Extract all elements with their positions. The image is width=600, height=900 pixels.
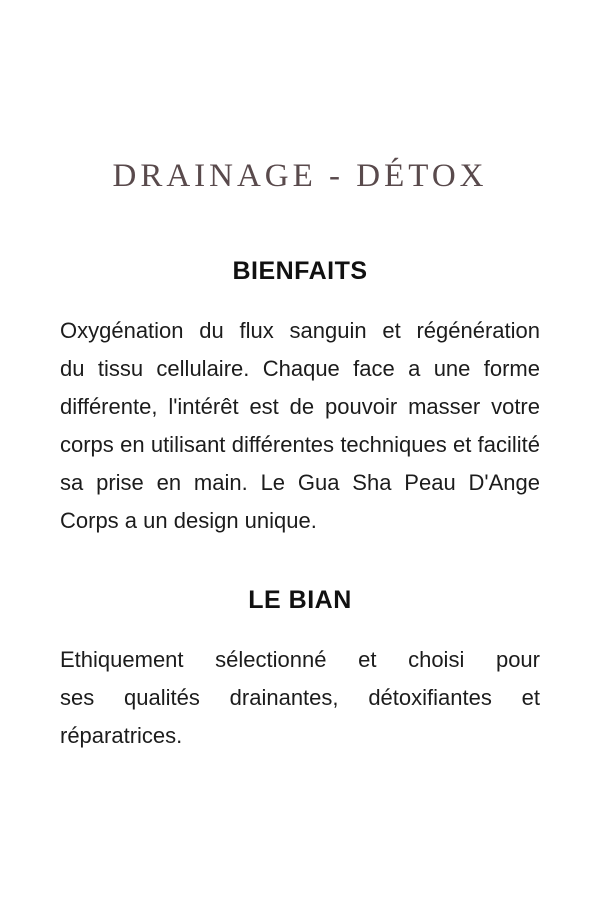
body-text-line: Corps a un design unique.: [60, 508, 317, 533]
body-text-line: sa prise en main. Le Gua Sha Peau D'Ange: [60, 470, 540, 495]
section-body-bienfaits: [60, 312, 540, 540]
section-body-le-bian: [60, 641, 540, 755]
body-text-line: différente, l'intérêt est de pouvoir masser votre: [60, 394, 540, 419]
page-title: DRAINAGE - DÉTOX: [112, 158, 488, 194]
body-text-line: ses qualités drainantes, détoxifiantes et: [60, 685, 540, 710]
body-text-line: réparatrices.: [60, 723, 183, 748]
section-heading-le-bian: LE BIAN: [248, 586, 352, 614]
body-text-line: du tissu cellulaire. Chaque face a une forme: [60, 356, 540, 381]
section-heading-bienfaits: BIENFAITS: [232, 257, 368, 285]
body-text-line: corps en utilisant différentes techniques et facilité: [60, 432, 540, 457]
body-text-line: Oxygénation du flux sanguin et régénération: [60, 318, 540, 343]
body-text-line: Ethiquement sélectionné et choisi pour: [60, 647, 540, 672]
